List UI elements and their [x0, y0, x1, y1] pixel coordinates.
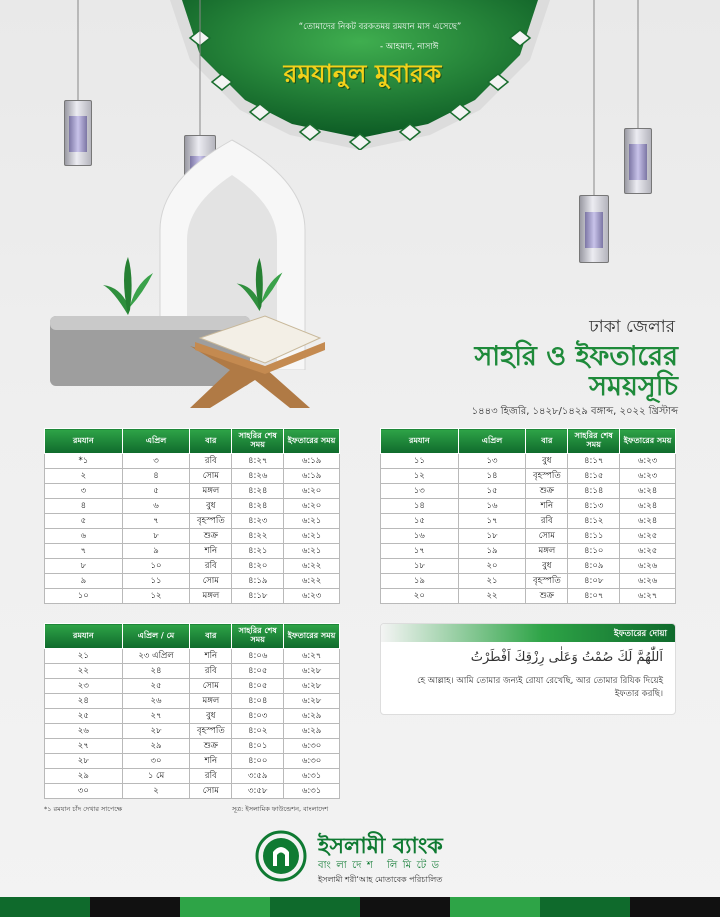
cell-weekday: বুধ — [190, 709, 232, 724]
cell-iftar-time: ৬:৩০ — [284, 739, 340, 754]
table-row — [381, 469, 676, 484]
cell-ramadan-day: ২২ — [45, 664, 123, 679]
cell-iftar-time: ৬:২৭ — [620, 589, 676, 604]
cell-weekday: বৃহস্পতি — [190, 724, 232, 739]
cell-ramadan-day: ২৩ — [45, 679, 123, 694]
cell-gregorian-date: ১৪ — [458, 469, 526, 484]
table-row — [45, 754, 340, 769]
cell-gregorian-date: ১৮ — [458, 529, 526, 544]
cell-iftar-time: ৬:২৪ — [620, 514, 676, 529]
column-header-weekday: বার — [526, 429, 568, 454]
cell-iftar-time: ৬:১৯ — [284, 469, 340, 484]
table-row — [381, 574, 676, 589]
color-segment — [540, 897, 630, 917]
cell-iftar-time: ৬:২২ — [284, 574, 340, 589]
table-row — [45, 469, 340, 484]
table-row — [381, 454, 676, 469]
cell-iftar-time: ৬:৩১ — [284, 769, 340, 784]
cell-iftar-time: ৬:২৮ — [284, 664, 340, 679]
cell-iftar-time: ৬:২২ — [284, 559, 340, 574]
cell-gregorian-date: ৪ — [122, 469, 190, 484]
column-header-iftar-time: ইফতারের সময় — [620, 429, 676, 454]
table-row — [45, 679, 340, 694]
cell-ramadan-day: ৪ — [45, 499, 123, 514]
table-row — [381, 484, 676, 499]
cell-weekday: সোম — [526, 529, 568, 544]
cell-weekday: বুধ — [190, 499, 232, 514]
cell-ramadan-day: ২০ — [381, 589, 459, 604]
table-row — [45, 499, 340, 514]
cell-ramadan-day: ২৫ — [45, 709, 123, 724]
dua-heading: ইফতারের দোয়া — [381, 624, 675, 642]
cell-ramadan-day: ১১ — [381, 454, 459, 469]
cell-gregorian-date: ২৮ — [122, 724, 190, 739]
cell-gregorian-date: ২৩ এপ্রিল — [122, 649, 190, 664]
cell-gregorian-date: ২১ — [458, 574, 526, 589]
color-segment — [450, 897, 540, 917]
cell-ramadan-day: ১২ — [381, 469, 459, 484]
cell-sehri-time: ৪:০৬ — [232, 649, 284, 664]
cell-ramadan-day: ১৯ — [381, 574, 459, 589]
cell-gregorian-date: ২০ — [458, 559, 526, 574]
cell-ramadan-day: ২৪ — [45, 694, 123, 709]
cell-weekday: বুধ — [526, 454, 568, 469]
cell-iftar-time: ৬:২৩ — [620, 454, 676, 469]
table-row — [381, 544, 676, 559]
cell-ramadan-day: ২৯ — [45, 769, 123, 784]
cell-sehri-time: ৪:১৮ — [232, 589, 284, 604]
cell-sehri-time: ৪:১৫ — [568, 469, 620, 484]
table-row — [45, 724, 340, 739]
table-row — [45, 769, 340, 784]
cell-gregorian-date: ১৭ — [458, 514, 526, 529]
cell-iftar-time: ৬:২৯ — [284, 709, 340, 724]
column-header-weekday: বার — [190, 429, 232, 454]
cell-gregorian-date: ২৬ — [122, 694, 190, 709]
page-subtitle: সময়সূচি — [589, 371, 678, 402]
cell-sehri-time: ৪:২৪ — [232, 484, 284, 499]
cell-gregorian-date: ১৫ — [458, 484, 526, 499]
cell-sehri-time: ৪:০৯ — [568, 559, 620, 574]
cell-sehri-time: ৪:১২ — [568, 514, 620, 529]
cell-weekday: রবি — [526, 514, 568, 529]
cell-sehri-time: ৪:১০ — [568, 544, 620, 559]
hadith-source: - আহমাদ, নাসাঈ — [380, 42, 439, 52]
column-header-sehri-time: সাহরির শেষ সময় — [568, 429, 620, 454]
cell-iftar-time: ৬:৩০ — [284, 754, 340, 769]
cell-sehri-time: ৪:০৫ — [232, 664, 284, 679]
column-header-gregorian-date: এপ্রিল — [122, 429, 190, 454]
table-row — [381, 559, 676, 574]
cell-iftar-time: ৬:৩১ — [284, 784, 340, 799]
cell-ramadan-day: ৭ — [45, 544, 123, 559]
cell-weekday: শনি — [190, 754, 232, 769]
cell-sehri-time: ৪:২১ — [232, 544, 284, 559]
cell-weekday: সোম — [190, 574, 232, 589]
cell-weekday: মঙ্গল — [190, 694, 232, 709]
cell-gregorian-date: ৩ — [122, 454, 190, 469]
cell-ramadan-day: ১৬ — [381, 529, 459, 544]
column-header-sehri-time: সাহরির শেষ সময় — [232, 624, 284, 649]
cell-iftar-time: ৬:২৮ — [284, 694, 340, 709]
cell-ramadan-day: ১৭ — [381, 544, 459, 559]
table-row — [45, 574, 340, 589]
table-row — [45, 664, 340, 679]
cell-ramadan-day: ৩ — [45, 484, 123, 499]
column-header-ramadan-day: রমযান — [381, 429, 459, 454]
cell-weekday: সোম — [190, 679, 232, 694]
cell-iftar-time: ৬:২১ — [284, 514, 340, 529]
cell-gregorian-date: ২৭ — [122, 709, 190, 724]
cell-gregorian-date: ১৯ — [458, 544, 526, 559]
cell-weekday: সোম — [190, 784, 232, 799]
lantern-icon — [620, 0, 656, 195]
table-row — [45, 559, 340, 574]
cell-weekday: মঙ্গল — [190, 589, 232, 604]
cell-iftar-time: ৬:২৩ — [284, 589, 340, 604]
cell-gregorian-date: ২৯ — [122, 739, 190, 754]
bank-emblem-icon — [255, 830, 307, 882]
cell-sehri-time: ৪:২৪ — [232, 499, 284, 514]
color-segment — [630, 897, 720, 917]
cell-gregorian-date: ১ মে — [122, 769, 190, 784]
cell-gregorian-date: ২৪ — [122, 664, 190, 679]
cell-ramadan-day: ২ — [45, 469, 123, 484]
cell-ramadan-day: ৫ — [45, 514, 123, 529]
cell-ramadan-day: ২১ — [45, 649, 123, 664]
cell-ramadan-day: *১ — [45, 454, 123, 469]
cell-sehri-time: ৪:০২ — [232, 724, 284, 739]
table-row — [381, 499, 676, 514]
dua-translation: হে আল্লাহ। আমি তোমার জন্যই রোযা রেখেছি, আর তোমার রিযিক দিয়েই ইফতার করছি। — [417, 676, 663, 699]
table-row — [45, 649, 340, 664]
cell-iftar-time: ৬:১৯ — [284, 454, 340, 469]
cell-weekday: বৃহস্পতি — [526, 574, 568, 589]
cell-weekday: মঙ্গল — [526, 544, 568, 559]
cell-sehri-time: ৪:০১ — [232, 739, 284, 754]
cell-ramadan-day: ২৭ — [45, 739, 123, 754]
cell-sehri-time: ৪:১৩ — [568, 499, 620, 514]
cell-sehri-time: ৪:০৭ — [568, 589, 620, 604]
cell-iftar-time: ৬:২৬ — [620, 574, 676, 589]
quran-on-stand — [50, 308, 360, 408]
cell-sehri-time: ৪:২৬ — [232, 469, 284, 484]
moon-sighting-note: *১ রমযান চাঁদ দেখার সাপেক্ষে — [44, 805, 123, 813]
column-header-sehri-time: সাহরির শেষ সময় — [232, 429, 284, 454]
dua-arabic-text: اَللّٰهُمَّ لَكَ صُمْتُ وَعَلٰى رِزْقِكَ اَفْطَرْتُ — [470, 650, 663, 665]
schedule-table-1 — [44, 428, 340, 604]
cell-sehri-time: ৩:৫৯ — [232, 769, 284, 784]
cell-iftar-time: ৬:২৮ — [284, 679, 340, 694]
plant-icon — [98, 255, 158, 315]
hadith-quote: “তোমাদের নিকট বরকতময় রমযান মাস এসেছে” — [298, 22, 462, 32]
cell-weekday: বুধ — [526, 559, 568, 574]
cell-ramadan-day: ৮ — [45, 559, 123, 574]
plant-icon — [232, 256, 287, 311]
cell-ramadan-day: ১৮ — [381, 559, 459, 574]
table-row — [45, 739, 340, 754]
ramadan-greeting: রমযানুল মুবারক — [283, 59, 442, 88]
cell-iftar-time: ৬:২০ — [284, 499, 340, 514]
cell-iftar-time: ৬:২৬ — [620, 559, 676, 574]
cell-gregorian-date: ২৫ — [122, 679, 190, 694]
cell-ramadan-day: ১৫ — [381, 514, 459, 529]
table-row — [45, 454, 340, 469]
column-header-ramadan-day: রমযান — [45, 624, 123, 649]
cell-sehri-time: ৩:৫৮ — [232, 784, 284, 799]
table-row — [45, 529, 340, 544]
table-row — [45, 544, 340, 559]
table-header-row — [381, 429, 676, 454]
cell-weekday: শুক্র — [190, 529, 232, 544]
column-header-iftar-time: ইফতারের সময় — [284, 429, 340, 454]
cell-gregorian-date: ১৩ — [458, 454, 526, 469]
bank-subtitle: বাংলাদেশ লিমিটেড — [318, 860, 445, 871]
schedule-table-3 — [44, 623, 340, 799]
cell-gregorian-date: ১০ — [122, 559, 190, 574]
cell-sehri-time: ৪:১৪ — [568, 484, 620, 499]
table-row — [45, 694, 340, 709]
cell-sehri-time: ৪:১১ — [568, 529, 620, 544]
cell-iftar-time: ৬:২০ — [284, 484, 340, 499]
cell-gregorian-date: ২ — [122, 784, 190, 799]
cell-iftar-time: ৬:২৫ — [620, 544, 676, 559]
cell-weekday: রবি — [190, 664, 232, 679]
cell-sehri-time: ৪:০৪ — [232, 694, 284, 709]
table-row — [45, 709, 340, 724]
column-header-gregorian-date: এপ্রিল / মে — [122, 624, 190, 649]
table-row — [45, 514, 340, 529]
bottom-color-bar — [0, 897, 720, 917]
cell-ramadan-day: ৩০ — [45, 784, 123, 799]
cell-sehri-time: ৪:০০ — [232, 754, 284, 769]
cell-gregorian-date: ৮ — [122, 529, 190, 544]
table-row — [45, 589, 340, 604]
schedule-table-2 — [380, 428, 676, 604]
cell-iftar-time: ৬:২৭ — [284, 649, 340, 664]
cell-weekday: বৃহস্পতি — [190, 514, 232, 529]
cell-sehri-time: ৪:২৩ — [232, 514, 284, 529]
color-segment — [270, 897, 360, 917]
cell-iftar-time: ৬:২৯ — [284, 724, 340, 739]
color-segment — [180, 897, 270, 917]
lantern-icon — [60, 0, 96, 170]
cell-sehri-time: ৪:২০ — [232, 559, 284, 574]
district-label: ঢাকা জেলার — [589, 317, 675, 337]
bank-tagline: ইসলামী শরী‘আহ মোতাবেক পরিচালিত — [318, 875, 443, 884]
cell-gregorian-date: ১৬ — [458, 499, 526, 514]
column-header-ramadan-day: রমযান — [45, 429, 123, 454]
cell-sehri-time: ৪:০৩ — [232, 709, 284, 724]
cell-ramadan-day: ২৬ — [45, 724, 123, 739]
column-header-weekday: বার — [190, 624, 232, 649]
cell-weekday: রবি — [190, 454, 232, 469]
cell-gregorian-date: ১২ — [122, 589, 190, 604]
cell-weekday: শনি — [190, 544, 232, 559]
cell-iftar-time: ৬:২১ — [284, 529, 340, 544]
cell-weekday: রবি — [190, 769, 232, 784]
table-header-row — [45, 624, 340, 649]
cell-sehri-time: ৪:১৭ — [568, 454, 620, 469]
color-segment — [360, 897, 450, 917]
column-header-iftar-time: ইফতারের সময় — [284, 624, 340, 649]
cell-weekday: রবি — [190, 559, 232, 574]
cell-iftar-time: ৬:২৪ — [620, 484, 676, 499]
cell-weekday: মঙ্গল — [190, 484, 232, 499]
iftar-dua-box — [380, 623, 676, 715]
lantern-icon — [575, 0, 613, 265]
cell-gregorian-date: ৯ — [122, 544, 190, 559]
bank-name: ইসলামী ব্যাংক — [318, 834, 443, 859]
cell-gregorian-date: ৩০ — [122, 754, 190, 769]
color-segment — [0, 897, 90, 917]
table-row — [45, 484, 340, 499]
cell-ramadan-day: ৬ — [45, 529, 123, 544]
cell-weekday: শনি — [526, 499, 568, 514]
table-header-row — [45, 429, 340, 454]
cell-gregorian-date: ৭ — [122, 514, 190, 529]
page-title: সাহরি ও ইফতারের — [474, 341, 678, 372]
calendar-date-line: ১৪৪৩ হিজরি, ১৪২৮/১৪২৯ বঙ্গাব্দ, ২০২২ খ্রিস্টাব্দ — [471, 406, 678, 417]
table-row — [381, 529, 676, 544]
cell-iftar-time: ৬:২৪ — [620, 499, 676, 514]
color-segment — [90, 897, 180, 917]
cell-ramadan-day: ২৮ — [45, 754, 123, 769]
cell-iftar-time: ৬:২১ — [284, 544, 340, 559]
cell-weekday: শুক্র — [190, 739, 232, 754]
cell-iftar-time: ৬:২৫ — [620, 529, 676, 544]
cell-sehri-time: ৪:০৫ — [232, 679, 284, 694]
table-row — [45, 784, 340, 799]
table-row — [381, 589, 676, 604]
cell-gregorian-date: ১১ — [122, 574, 190, 589]
cell-weekday: শুক্র — [526, 589, 568, 604]
cell-weekday: শনি — [190, 649, 232, 664]
cell-sehri-time: ৪:১৯ — [232, 574, 284, 589]
cell-iftar-time: ৬:২৩ — [620, 469, 676, 484]
cell-ramadan-day: ১৩ — [381, 484, 459, 499]
cell-ramadan-day: ১০ — [45, 589, 123, 604]
cell-gregorian-date: ৬ — [122, 499, 190, 514]
cell-weekday: সোম — [190, 469, 232, 484]
cell-ramadan-day: ৯ — [45, 574, 123, 589]
cell-weekday: শুক্র — [526, 484, 568, 499]
column-header-gregorian-date: এপ্রিল — [458, 429, 526, 454]
cell-weekday: বৃহস্পতি — [526, 469, 568, 484]
cell-gregorian-date: ৫ — [122, 484, 190, 499]
cell-gregorian-date: ২২ — [458, 589, 526, 604]
cell-ramadan-day: ১৪ — [381, 499, 459, 514]
cell-sehri-time: ৪:০৮ — [568, 574, 620, 589]
cell-sehri-time: ৪:২৭ — [232, 454, 284, 469]
cell-sehri-time: ৪:২২ — [232, 529, 284, 544]
table-row — [381, 514, 676, 529]
source-note: সূত্র: ইসলামিক ফাউন্ডেশন, বাংলাদেশ — [232, 805, 329, 813]
